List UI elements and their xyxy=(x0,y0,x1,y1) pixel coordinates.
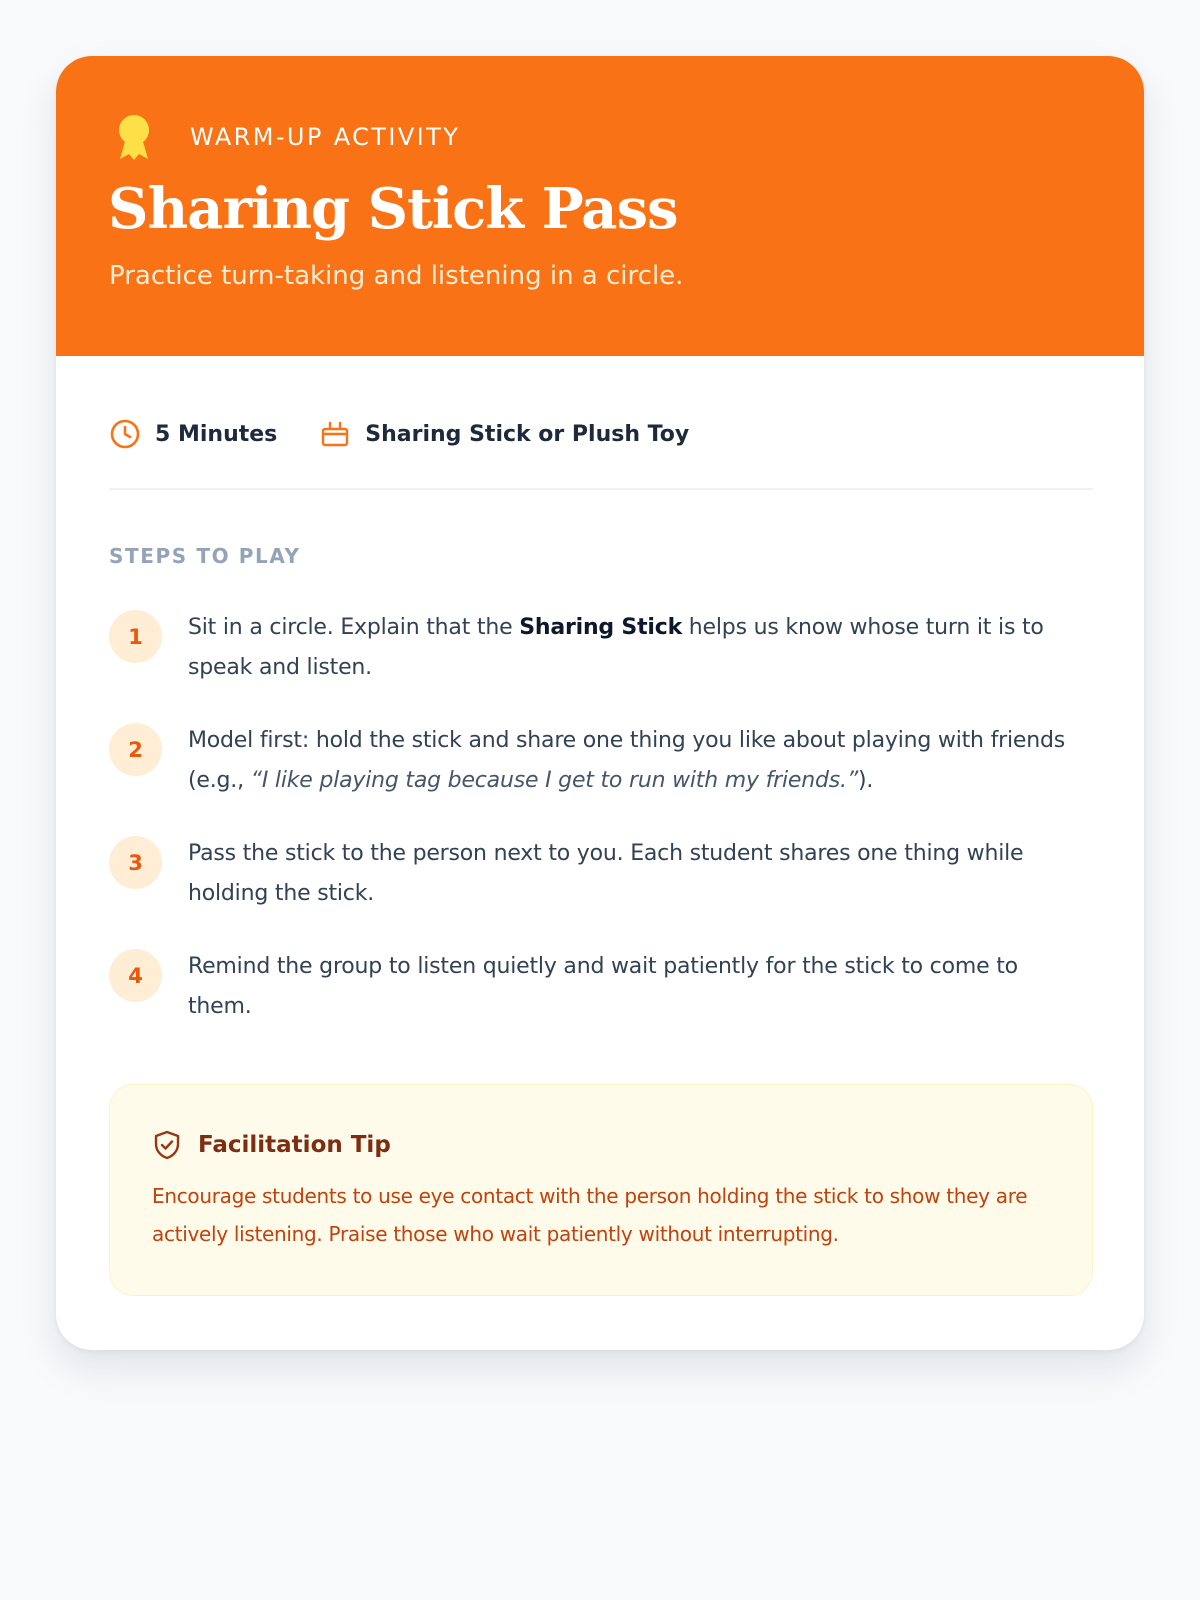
step-number-badge: 1 xyxy=(109,610,162,663)
step-example-quote: “I like playing tag because I get to run with my friends.” xyxy=(250,768,859,793)
materials-label: Sharing Stick or Plush Toy xyxy=(365,421,690,447)
duration-meta xyxy=(109,418,277,450)
step-number-badge: 2 xyxy=(109,723,162,776)
step-text xyxy=(188,608,1088,688)
award-ribbon-icon xyxy=(114,112,154,162)
step-item xyxy=(109,608,1093,721)
tip-header xyxy=(152,1125,391,1165)
step-number-badge: 4 xyxy=(109,949,162,1002)
step-item xyxy=(109,721,1093,834)
gift-box-icon xyxy=(319,418,351,450)
shield-check-icon xyxy=(152,1129,182,1161)
divider xyxy=(109,488,1093,490)
step-text xyxy=(188,721,1088,801)
step-item xyxy=(109,834,1093,947)
step-text: Remind the group to listen quietly and wait patiently for the stick to come to them. xyxy=(188,954,1018,1019)
activity-card xyxy=(56,56,1144,1350)
tip-body: Encourage students to use eye contact with the person holding the stick to show they are actively listening. Praise those who wait patiently without interrupting. xyxy=(152,1184,1028,1246)
tip-title: Facilitation Tip xyxy=(198,1132,391,1158)
step-bold-term: Sharing Stick xyxy=(519,615,683,640)
eyebrow-row xyxy=(114,112,460,162)
steps-heading: STEPS TO PLAY xyxy=(109,544,301,568)
step-text-segment: Sit in a circle. Explain that the xyxy=(188,615,520,640)
materials-meta xyxy=(319,418,689,450)
step-text-segment: Model first: hold the stick and share one thing you like about playing with friends (e.g., xyxy=(188,728,1065,793)
step-number-badge: 3 xyxy=(109,836,162,889)
step-text: Pass the stick to the person next to you. Each student shares one thing while holding the stick. xyxy=(188,841,1024,906)
card-header xyxy=(56,56,1144,356)
activity-meta xyxy=(109,410,689,458)
clock-icon xyxy=(109,418,141,450)
duration-label: 5 Minutes xyxy=(155,421,278,447)
facilitation-tip-box xyxy=(109,1084,1093,1296)
step-text-segment: helps us know whose turn it is to speak and listen. xyxy=(188,615,1044,680)
activity-type-label: WARM-UP ACTIVITY xyxy=(190,123,461,151)
step-item xyxy=(109,947,1093,1060)
page-title: Sharing Stick Pass xyxy=(108,176,678,242)
page-subtitle: Practice turn-taking and listening in a circle. xyxy=(109,261,684,291)
step-text-segment: ). xyxy=(858,768,874,793)
steps-list xyxy=(109,608,1093,1060)
